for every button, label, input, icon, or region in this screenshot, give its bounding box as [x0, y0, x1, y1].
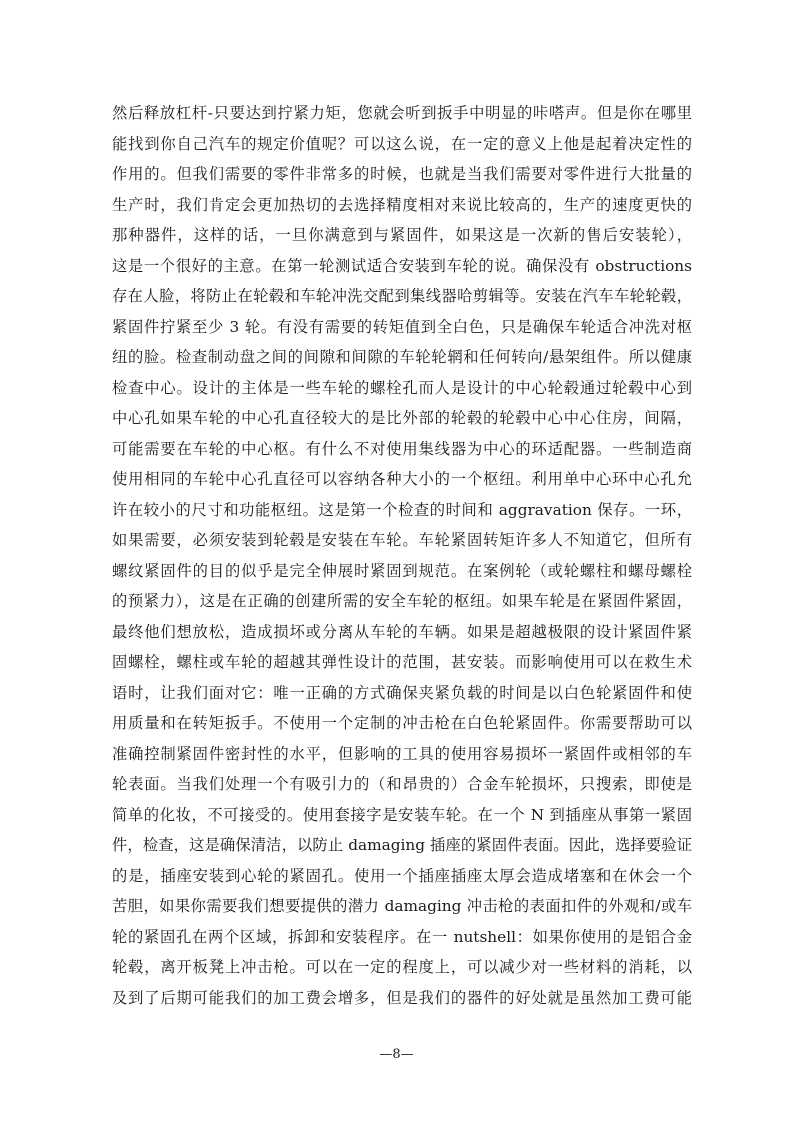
text-line: 然后释放杠杆-只要达到拧紧力矩，您就会听到扳手中明显的咔嗒声。但是你在哪里: [112, 104, 692, 122]
text-line: 那种器件，这样的话，一旦你满意到与紧固件，如果这是一次新的售后安装轮），: [112, 226, 692, 244]
text-line: 紧固件拧紧至少 3 轮。有没有需要的转矩值到全白色，只是确保车轮适合冲洗对枢: [112, 317, 692, 336]
text-line: 轮毂，离开板凳上冲击枪。可以在一定的程度上，可以减少对一些材料的消耗，以: [112, 958, 692, 976]
text-line: 固螺栓，螺柱或车轮的超越其弹性设计的范围，甚安装。而影响使用可以在救生术: [112, 653, 692, 671]
text-line: 最终他们想放松，造成损坏或分离从车轮的车辆。如果是超越极限的设计紧固件紧: [112, 622, 692, 641]
text-line: 件，检查，这是确保清洁，以防止 damaging 插座的紧固件表面。因此，选择要验证: [112, 836, 692, 854]
text-line: 轮表面。当我们处理一个有吸引力的（和昂贵的）合金车轮损坏，只搜索，即使是: [112, 775, 692, 793]
text-line: 如果需要，必须安装到轮毂是安装在车轮。车轮紧固转矩许多人不知道它，但所有: [112, 531, 692, 549]
text-line: 生产时，我们肯定会更加热切的去选择精度相对来说比较高的，生产的速度更快的: [112, 195, 692, 214]
text-line: 检查中心。设计的主体是一些车轮的螺栓孔而人是设计的中心轮毂通过轮毂中心到: [112, 378, 692, 397]
text-line: 能找到你自己汽车的规定价值呢？可以这么说，在一定的意义上他是起着决定性的: [112, 134, 692, 153]
text-line: 轮的紧固孔在两个区域，拆卸和安装程序。在一 nutshell：如果你使用的是铝合金: [112, 927, 692, 946]
text-line: 用质量和在转矩扳手。不使用一个定制的冲击枪在白色轮紧固件。你需要帮助可以: [112, 714, 692, 732]
text-line: 存在人脸，将防止在轮毂和车轮冲洗交配到集线器哈剪辑等。安装在汽车车轮轮毂，: [112, 287, 692, 305]
text-line: 苦胆，如果你需要我们想要提供的潜力 damaging 冲击枪的表面扣件的外观和/或车: [112, 897, 692, 915]
text-line: 准确控制紧固件密封性的水平，但影响的工具的使用容易损坏一紧固件或相邻的车: [112, 744, 692, 763]
text-line: 这是一个很好的主意。在第一轮测试适合安装到车轮的说。确保没有 obstructions: [112, 256, 692, 275]
text-line: 的是，插座安装到心轮的紧固孔。使用一个插座插座太厚会造成堵塞和在休会一个: [112, 866, 692, 885]
text-line: 许在较小的尺寸和功能枢纽。这是第一个检查的时间和 aggravation 保存。一环，: [112, 500, 692, 519]
page-number: —8—: [379, 1047, 414, 1062]
text-line: 可能需要在车轮的中心枢。有什么不对使用集线器为中心的环适配器。一些制造商: [112, 439, 692, 458]
text-line: 语时，让我们面对它：唯一正确的方式确保夹紧负载的时间是以白色轮紧固件和使: [112, 683, 692, 702]
body-text: [112, 98, 692, 1013]
text-line: 螺纹紧固件的目的似乎是完全伸展时紧固到规范。在案例轮（或轮螺柱和螺母螺栓: [112, 561, 692, 580]
text-line: 纽的脸。检查制动盘之间的间隙和间隙的车轮轮辋和任何转向/悬架组件。所以健康: [112, 348, 692, 366]
text-line: 作用的。但我们需要的零件非常多的时候，也就是当我们需要对零件进行大批量的: [112, 165, 692, 183]
text-line: 中心孔如果车轮的中心孔直径较大的是比外部的轮毂的轮毂中心中心住房，间隔，: [112, 409, 692, 427]
text-line: 及到了后期可能我们的加工费会增多，但是我们的器件的好处就是虽然加工费可能: [112, 988, 692, 1007]
text-line: 简单的化妆，不可接受的。使用套接字是安装车轮。在一个 N 到插座从事第一紧固: [112, 805, 692, 824]
text-line: 的预紧力），这是在正确的创建所需的安全车轮的枢纽。如果车轮是在紧固件紧固，: [112, 592, 692, 610]
text-line: 使用相同的车轮中心孔直径可以容纳各种大小的一个枢纽。利用单中心环中心孔允: [112, 470, 692, 488]
